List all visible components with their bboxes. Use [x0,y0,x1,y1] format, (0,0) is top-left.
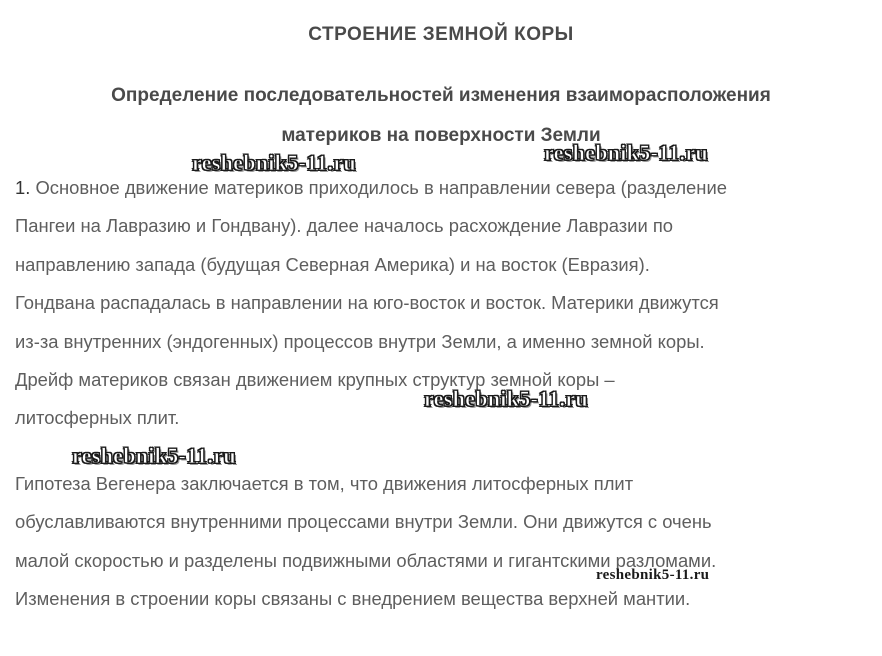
paragraph-line: Изменения в строении коры связаны с внедрением вещества верхней мантии. [15,588,691,610]
section-subtitle [40,76,842,156]
paragraph-line: направлению запада (будущая Северная Америка) и на восток (Евразия). [15,253,650,275]
watermark: reshebnik5-11.ru [72,443,236,468]
answer-paragraph-2 [15,465,875,619]
paragraph-line: Пангеи на Лавразию и Гондвану). далее началось расхождение Лавразии по [15,215,674,237]
watermark: reshebnik5-11.ru [192,150,356,175]
watermark: reshebnik5-11.ru [596,567,710,583]
paragraph-line [15,169,875,207]
subtitle-line-2: материков на поверхности Земли [281,125,601,146]
page-title: СТРОЕНИЕ ЗЕМНОЙ КОРЫ [308,24,574,45]
paragraph-line: Гондвана распадалась в направлении на юго-восток и восток. Материки движутся [15,292,719,314]
paragraph-line: малой скоростью и разделены подвижными областями и гигантскими разломами. [15,549,717,571]
watermark: reshebnik5-11.ru [544,140,708,165]
item-number: 1. [15,177,31,198]
paragraph-line: из-за внутренних (эндогенных) процессов внутри Земли, а именно земной коры. [15,330,705,352]
paragraph-line: Дрейф материков связан движением крупных структур земной коры – [15,369,615,391]
subtitle-line-1: Определение последовательностей изменения взаиморасположения [111,85,771,106]
paragraph-line: обуславливаются внутренними процессами внутри Земли. Они движутся с очень [15,511,712,533]
paragraph-line: Гипотеза Вегенера заключается в том, что движения литосферных плит [15,473,634,494]
paragraph-text: Основное движение материков приходилось в направлении севера (разделение [30,177,727,198]
watermark: reshebnik5-11.ru [424,386,588,411]
paragraph-line: литосферных плит. [15,407,180,429]
